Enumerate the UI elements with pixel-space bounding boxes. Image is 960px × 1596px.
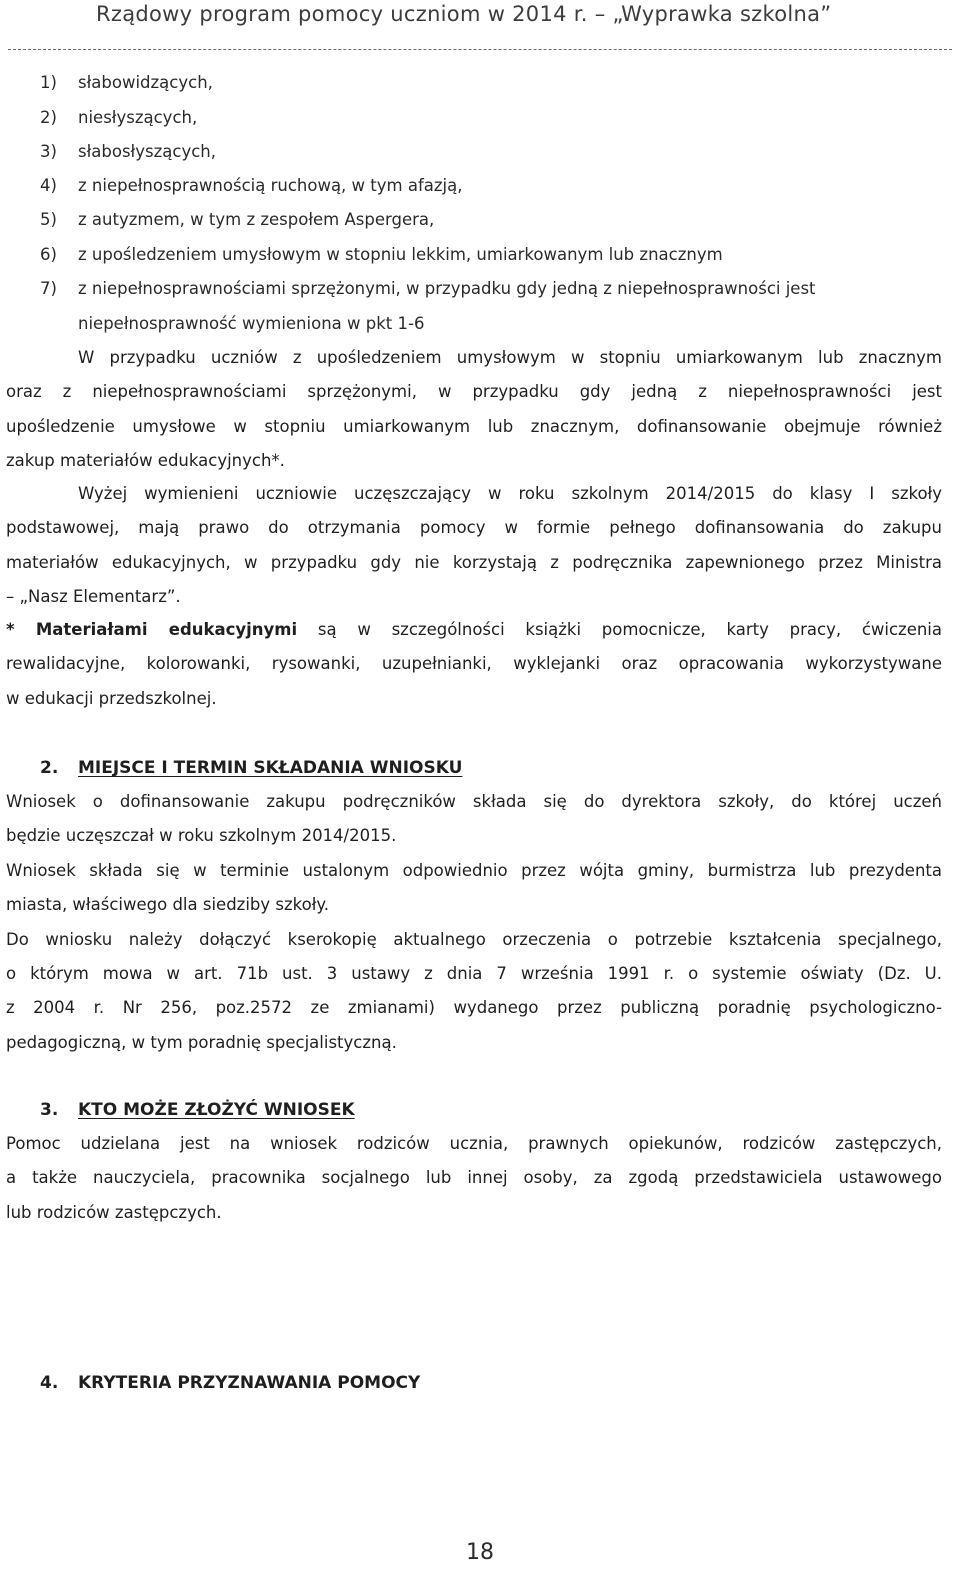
paragraph-materials-footnote xyxy=(6,613,942,716)
paragraph-line: lub rodziców zastępczych. xyxy=(6,1202,222,1222)
paragraph-eligible-students xyxy=(6,477,942,615)
list-item-text: z niepełnosprawnością ruchową, w tym afazją, xyxy=(78,176,463,195)
list-item-number: 4) xyxy=(40,176,57,195)
paragraph-line: rewalidacyjne, kolorowanki, rysowanki, uzupełnianki, wyklejanki oraz opracowania wykorzystywane xyxy=(6,654,942,674)
list-item-number: 5) xyxy=(40,210,57,229)
paragraph-line: pedagogiczną, w tym poradnię specjalistyczną. xyxy=(6,1032,397,1052)
list-item xyxy=(40,272,950,306)
list-item-text: słabosłyszących, xyxy=(78,142,216,161)
paragraph-line: Wniosek o dofinansowanie zakupu podręczników składa się do dyrektora szkoły, do której uczeń xyxy=(6,792,942,811)
section-title: KTO MOŻE ZŁOŻYĆ WNIOSEK xyxy=(78,1100,355,1120)
paragraph-line: Pomoc udzielana jest na wniosek rodziców ucznia, prawnych opiekunów, rodziców zastępczych, xyxy=(6,1134,942,1153)
list-item xyxy=(40,169,950,203)
section-heading-2 xyxy=(40,753,462,783)
running-header-title: Rządowy program pomocy uczniom w 2014 r. – „Wyprawka szkolna” xyxy=(96,2,832,26)
list-item-text: niepełnosprawność wymieniona w pkt 1-6 xyxy=(78,314,425,333)
paragraph-line xyxy=(6,613,942,647)
paragraph-line: Wniosek składa się w terminie ustalonym odpowiednio przez wójta gminy, burmistrza lub prezydenta xyxy=(6,860,942,880)
paragraph-line: Do wniosku należy dołączyć kserokopię aktualnego orzeczenia o potrzebie kształcenia specjalnego, xyxy=(6,929,942,949)
section-number: 4. xyxy=(40,1373,59,1393)
list-item-number: 1) xyxy=(40,73,57,92)
list-item xyxy=(40,101,950,135)
paragraph-line: – „Nasz Elementarz”. xyxy=(6,587,181,607)
paragraph-line: w edukacji przedszkolnej. xyxy=(6,688,217,708)
footnote-term: * Materiałami edukacyjnymi xyxy=(6,620,298,639)
section-number: 3. xyxy=(40,1100,59,1120)
list-item-number: 3) xyxy=(40,142,57,161)
list-item-text: z upośledzeniem umysłowym w stopniu lekkim, umiarkowanym lub znacznym xyxy=(78,245,723,264)
page-number: 18 xyxy=(466,1540,494,1565)
list-item-number: 6) xyxy=(40,245,57,264)
paragraph-line: o którym mowa w art. 71b ust. 3 ustawy z dnia 7 września 1991 r. o systemie oświaty (Dz. U. xyxy=(6,964,942,984)
paragraph-line: oraz z niepełnosprawnościami sprzężonymi, w przypadku gdy jedną z niepełnosprawności jest xyxy=(6,382,942,402)
paragraph-line: zakup materiałów edukacyjnych*. xyxy=(6,451,285,471)
list-item-text: niesłyszących, xyxy=(78,108,198,127)
list-item-continuation xyxy=(78,307,960,341)
list-item xyxy=(40,203,950,237)
section-title: MIEJSCE I TERMIN SKŁADANIA WNIOSKU xyxy=(78,758,463,778)
paragraph-line: materiałów edukacyjnych, w przypadku gdy nie korzystają z podręcznika zapewnionego przez Ministra xyxy=(6,552,942,572)
paragraph-line: W przypadku uczniów z upośledzeniem umysłowym w stopniu umiarkowanym lub znacznym xyxy=(78,348,942,367)
paragraph-line: będzie uczęszczał w roku szkolnym 2014/2015. xyxy=(6,826,397,846)
list-item-text: z autyzmem, w tym z zespołem Aspergera, xyxy=(78,210,435,229)
section-2-body xyxy=(6,785,942,1060)
paragraph-line: miasta, właściwego dla siedziby szkoły. xyxy=(6,895,330,915)
running-header xyxy=(96,0,936,40)
list-item xyxy=(40,238,950,272)
paragraph-intellectual-disability xyxy=(6,341,942,479)
footnote-definition: są w szczególności książki pomocnicze, karty pracy, ćwiczenia xyxy=(297,620,943,639)
section-heading-3 xyxy=(40,1095,355,1125)
list-item-number: 2) xyxy=(40,108,57,127)
list-item xyxy=(40,66,950,100)
paragraph-line: z 2004 r. Nr 256, poz.2572 ze zmianami) wydanego przez publiczną poradnię psychologiczno- xyxy=(6,998,942,1018)
list-item-number: 7) xyxy=(40,279,57,298)
list-item-text: z niepełnosprawnościami sprzężonymi, w przypadku gdy jedną z niepełnosprawności jest xyxy=(78,279,816,298)
paragraph-line: a także nauczyciela, pracownika socjalnego lub innej osoby, za zgodą przedstawiciela ustawowego xyxy=(6,1168,942,1188)
paragraph-line: upośledzenie umysłowe w stopniu umiarkowanym lub znacznym, dofinansowanie obejmuje również xyxy=(6,416,942,436)
paragraph-line: podstawowej, mają prawo do otrzymania pomocy w formie pełnego dofinansowania do zakupu xyxy=(6,518,942,538)
section-3-body xyxy=(6,1127,942,1230)
paragraph-line: Wyżej wymienieni uczniowie uczęszczający w roku szkolnym 2014/2015 do klasy I szkoły xyxy=(78,484,942,503)
section-title: KRYTERIA PRZYZNAWANIA POMOCY xyxy=(78,1373,421,1393)
section-number: 2. xyxy=(40,758,59,778)
header-divider xyxy=(8,49,952,50)
list-item-text: słabowidzących, xyxy=(78,73,213,92)
section-heading-4 xyxy=(40,1368,420,1398)
list-item xyxy=(40,135,950,169)
